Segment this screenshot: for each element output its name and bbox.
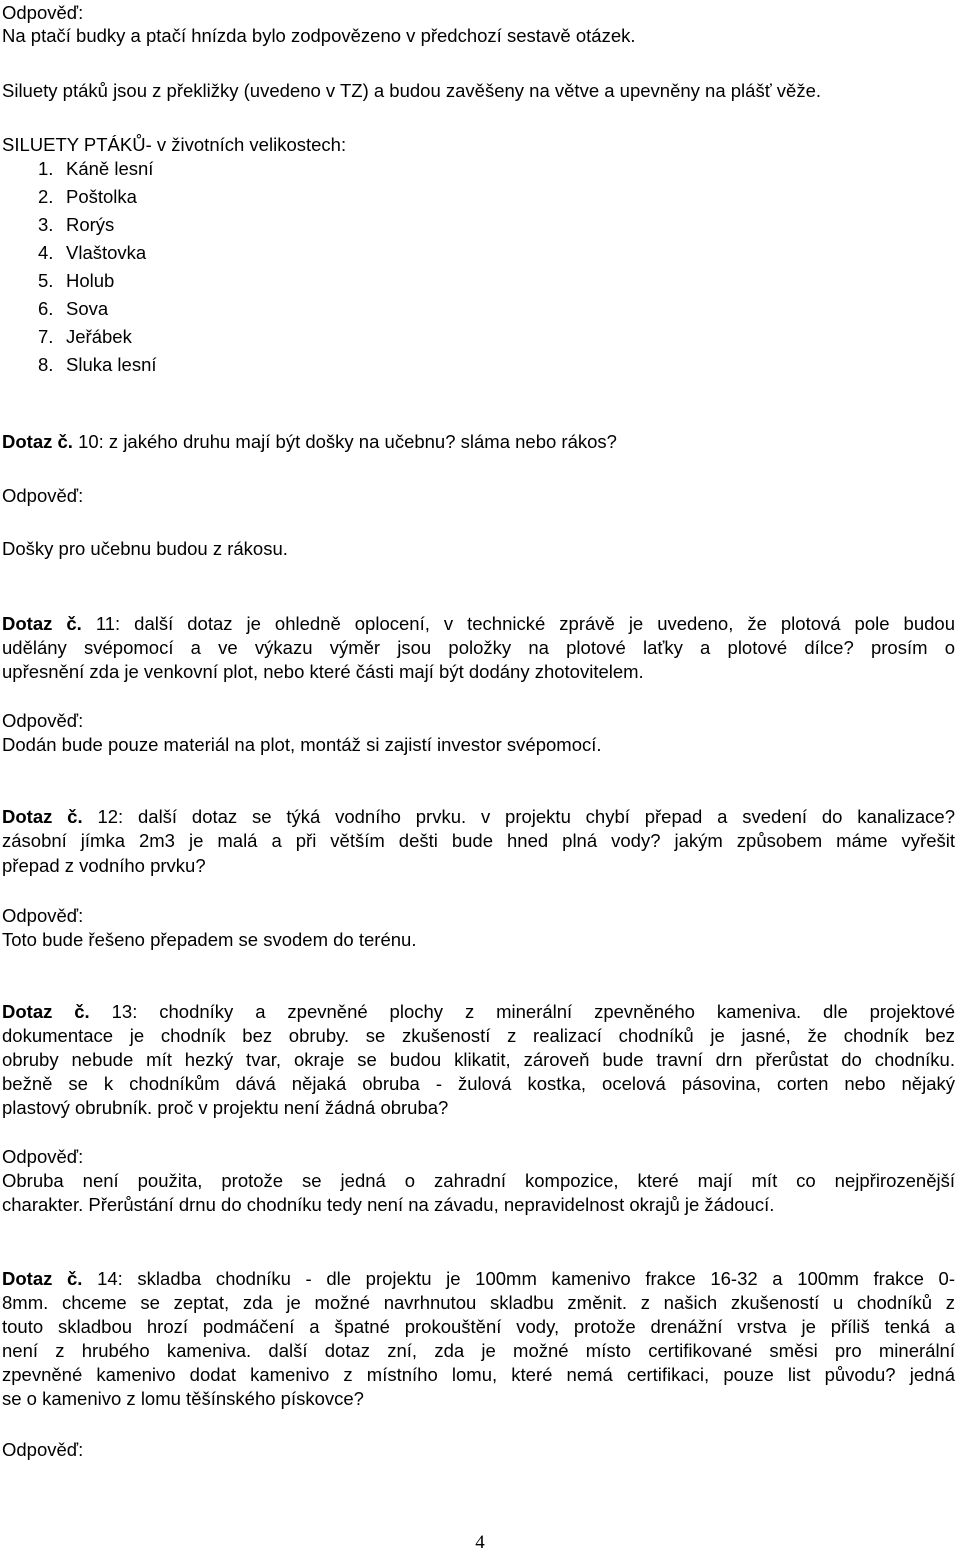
question-10 <box>2 431 617 453</box>
answer-text: charakter. Přerůstání drnu do chodníku tedy není na závadu, nepravidelnost okrajů je žádoucí. <box>2 1194 775 1215</box>
question-13 <box>2 1001 955 1023</box>
list-item: 2. Poštolka <box>38 186 137 207</box>
list-item: 7. Jeřábek <box>38 326 132 347</box>
question-text: obruby nebude mít hezký tvar, okraje se budou klikatit, zároveň bude travní drn přerůstat do chodníku. <box>2 1049 955 1070</box>
answer-text: Dodán bude pouze materiál na plot, montáž si zajistí investor svépomocí. <box>2 734 602 755</box>
answer-text: Toto bude řešeno přepadem se svodem do terénu. <box>2 929 417 950</box>
list-item: 1. Káně lesní <box>38 158 154 179</box>
question-text: 12: další dotaz se týká vodního prvku. v projektu chybí přepad a svedení do kanalizace? <box>97 806 955 827</box>
question-text: touto skladbou hrozí podmáčení a špatné prokouštění vody, protože drenážní vrstva je příliš tenká a <box>2 1316 955 1337</box>
answer-label: Odpověď: <box>2 2 84 23</box>
question-text: upřesnění zda je venkovní plot, nebo které části mají být dodány zhotovitelem. <box>2 661 644 682</box>
question-text: 14: skladba chodníku - dle projektu je 100mm kamenivo frakce 16-32 a 100mm frakce 0- <box>97 1268 956 1289</box>
answer-label: Odpověď: <box>2 710 84 731</box>
question-text: není z hrubého kameniva. další dotaz zní, zda je možné místo certifikované směsi pro minerální <box>2 1340 955 1361</box>
list-item: 6. Sova <box>38 298 109 319</box>
answer-label: Odpověď: <box>2 905 84 926</box>
intro-text: Siluety ptáků jsou z překližky (uvedeno v TZ) a budou zavěšeny na větve a upevněny na plášť věže. <box>2 80 822 101</box>
question-text: udělány svépomocí a ve výkazu výměr jsou položky na plotové laťky a plotové dílce? prosím o <box>2 637 955 658</box>
question-text: 8mm. chceme se zeptat, zda je možné navrhnutou skladbu změnit. z našich zkušeností u chodníků z <box>2 1292 955 1313</box>
answer-text: Obruba není použita, protože se jedná o zahradní kompozice, které mají mít co nejpřirozenější <box>2 1170 955 1191</box>
answer-label: Odpověď: <box>2 485 84 506</box>
intro-text: Na ptačí budky a ptačí hnízda bylo zodpovězeno v předchozí sestavě otázek. <box>2 25 636 46</box>
list-item: 5. Holub <box>38 270 115 291</box>
question-label: Dotaz č. <box>2 613 82 634</box>
question-label: Dotaz č. <box>2 1268 83 1289</box>
question-text: zásobní jímka 2m3 je malá a při větším dešti bude hned plná vody? jakým způsobem máme vyřešit <box>2 830 955 851</box>
bird-list <box>38 155 157 379</box>
question-text: 13: chodníky a zpevněné plochy z minerální zpevněného kameniva. dle projektové <box>111 1001 955 1022</box>
question-label: Dotaz č. <box>2 431 73 452</box>
list-item: 3. Rorýs <box>38 214 115 235</box>
question-text: plastový obrubník. proč v projektu není žádná obruba? <box>2 1097 449 1118</box>
answer-label: Odpověď: <box>2 1146 84 1167</box>
bird-list-heading: SILUETY PTÁKŮ- v životních velikostech: <box>2 134 347 155</box>
question-label: Dotaz č. <box>2 1001 90 1022</box>
question-12 <box>2 806 955 828</box>
answer-label: Odpověď: <box>2 1439 84 1460</box>
question-text: bežně se k chodníkům dává nějaká obruba - žulová kostka, ocelová pásovina, corten nebo nějaký <box>2 1073 955 1094</box>
question-14 <box>2 1268 955 1290</box>
question-11 <box>2 613 955 635</box>
question-text: přepad z vodního prvku? <box>2 855 206 876</box>
page-number: 4 <box>475 1532 485 1553</box>
question-label: Dotaz č. <box>2 806 83 827</box>
list-item: 4. Vlaštovka <box>38 242 147 263</box>
question-text: se o kamenivo z lomu těšínského pískovce? <box>2 1388 364 1409</box>
question-text: 11: další dotaz je ohledně oplocení, v technické zprávě je uvedeno, že plotová pole budou <box>95 613 955 634</box>
list-item: 8. Sluka lesní <box>38 354 157 375</box>
question-text: 10: z jakého druhu mají být došky na učebnu? sláma nebo rákos? <box>78 431 617 452</box>
question-text: zpevněné kamenivo dodat kamenivo z místního lomu, které nemá certifikaci, pouze list původu? jedná <box>2 1364 955 1385</box>
answer-text: Došky pro učebnu budou z rákosu. <box>2 538 288 559</box>
question-text: dokumentace je chodník bez obruby. se zkušeností z realizací chodníků je jasné, že chodník bez <box>2 1025 955 1046</box>
